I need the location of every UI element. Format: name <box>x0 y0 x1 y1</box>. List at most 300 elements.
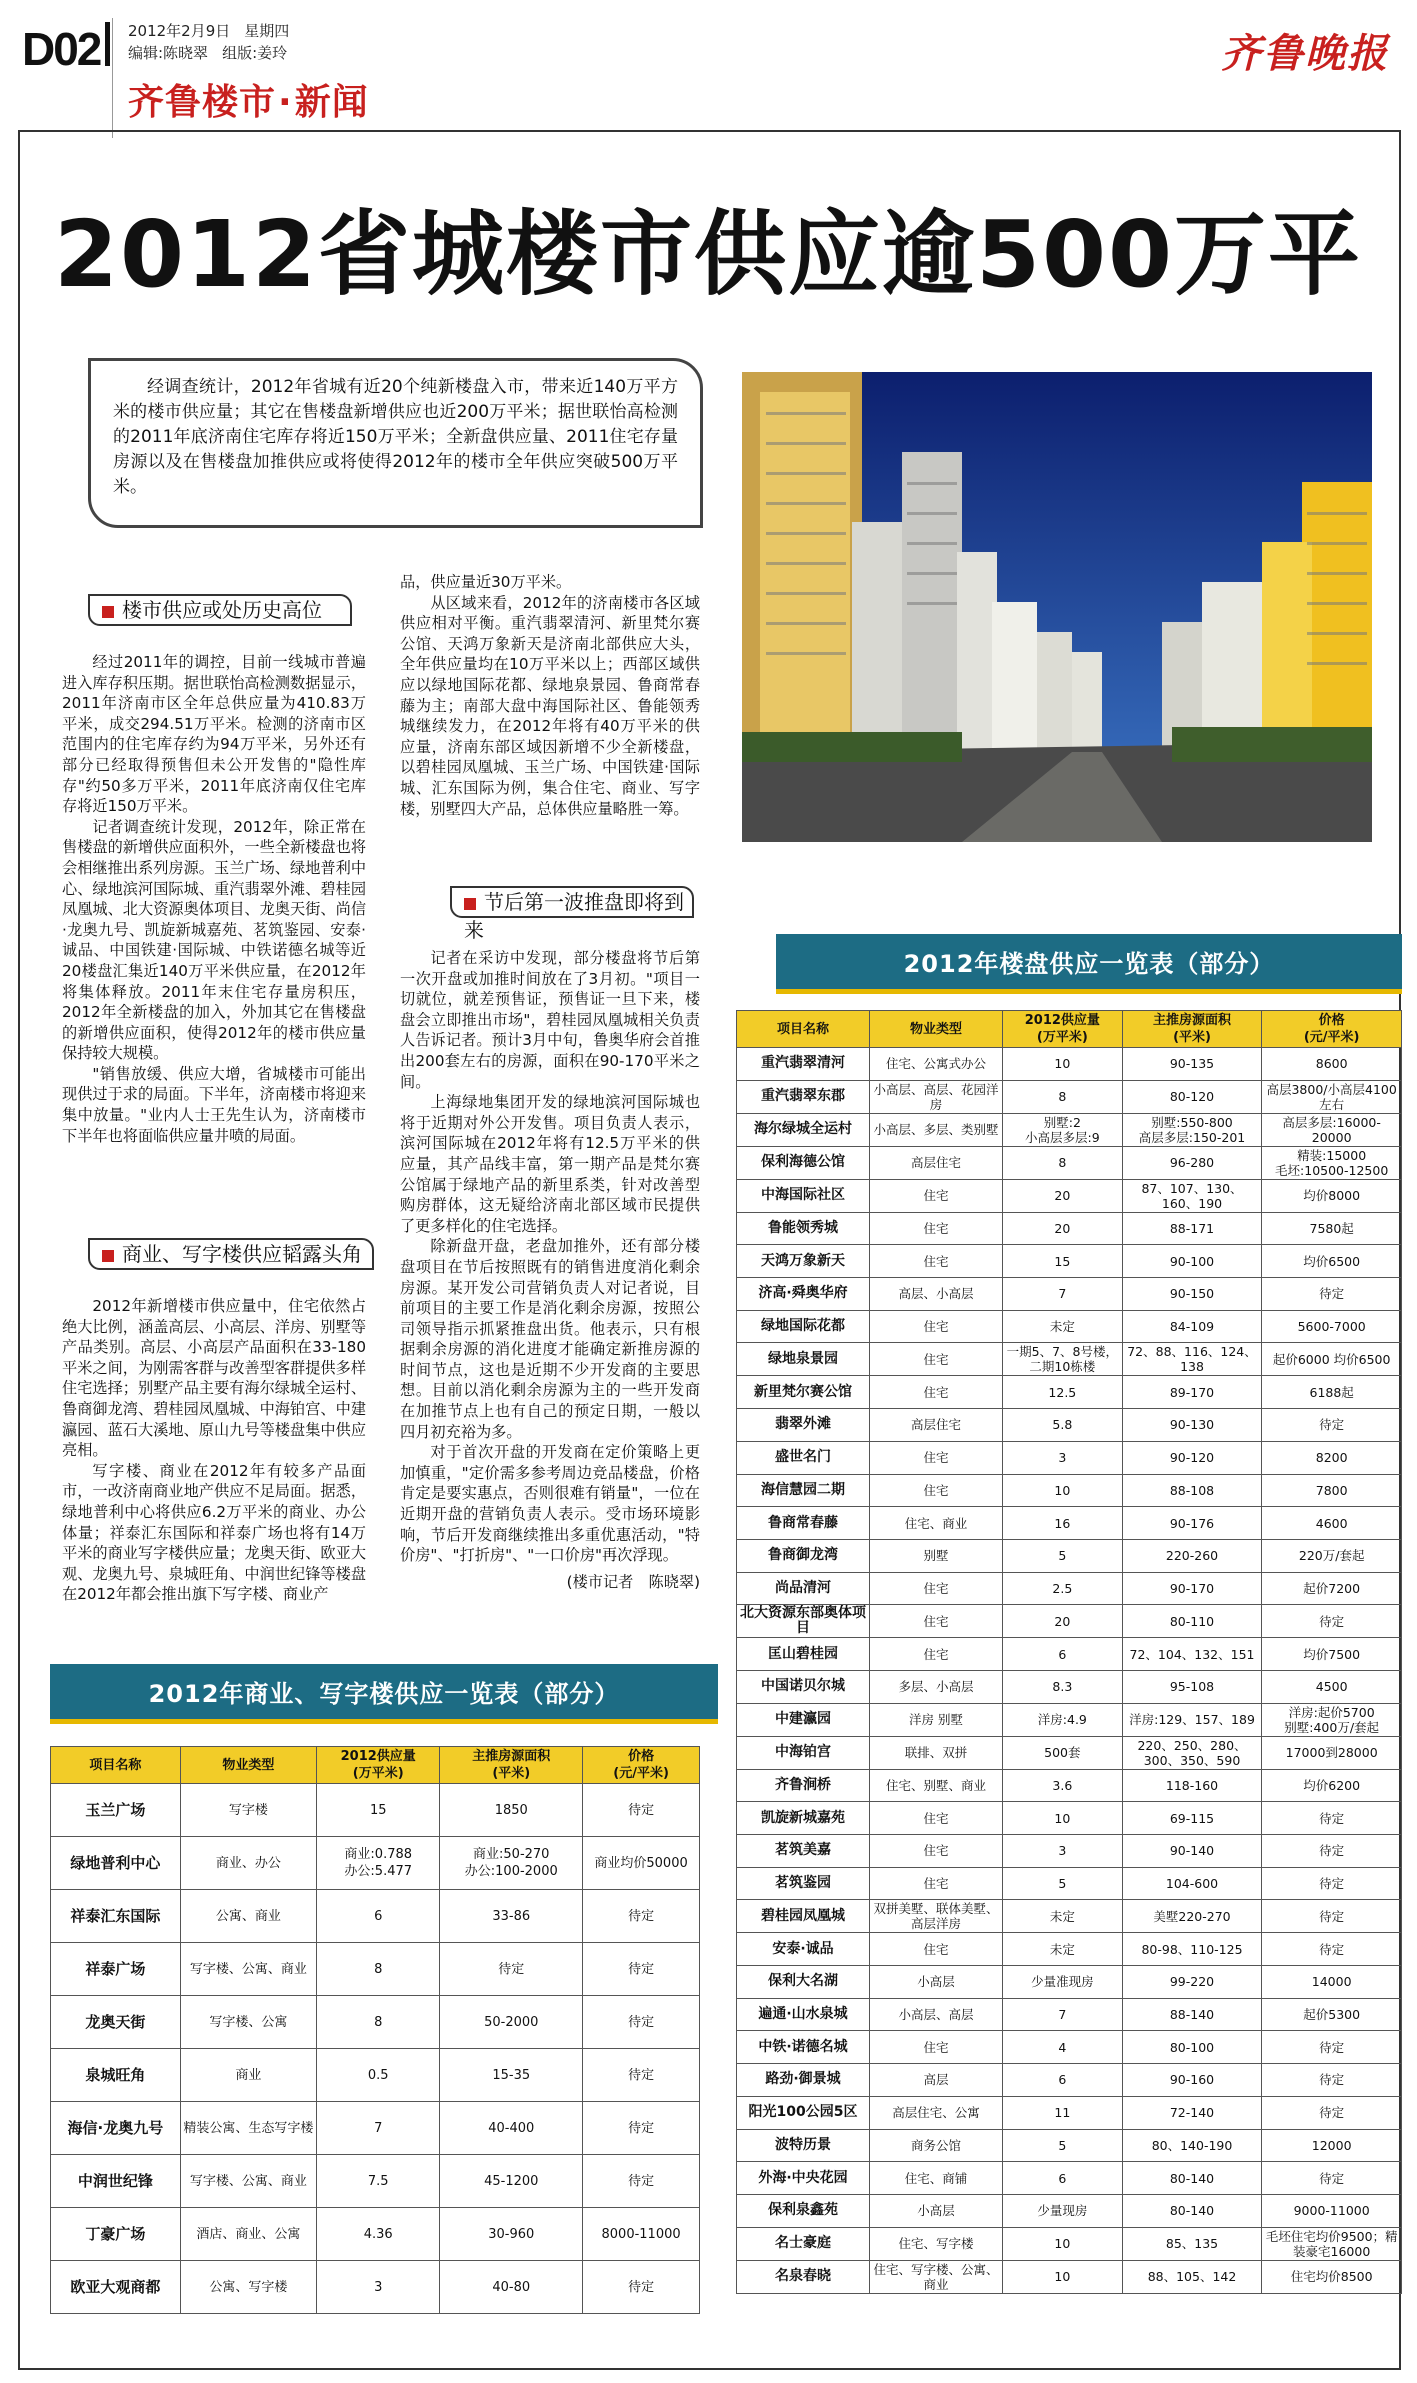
table-cell: 14000 <box>1262 1966 1402 1999</box>
table-cell: 2.5 <box>1003 1572 1123 1605</box>
table-cell: 0.5 <box>317 2049 440 2102</box>
table-cell: 7 <box>317 2102 440 2155</box>
table-cell: 7580起 <box>1262 1212 1402 1245</box>
table-cell: 住宅 <box>870 1179 1003 1212</box>
table-cell: 高层多层:16000-20000 <box>1262 1113 1402 1146</box>
table-cell: 16 <box>1003 1507 1123 1540</box>
table-cell: 高层 <box>870 2064 1003 2097</box>
paragraph: 写字楼、商业在2012年有较多产品面市，一改济南商业地产供应不足局面。据悉，绿地普利中心将供应6.2万平米的商业、办公体量；祥泰汇东国际和祥泰广场也将有14万平米的商业写字楼供应量；龙奥天街、欧亚大观、龙奥九号、泉城旺角、中润世纪锋等楼盘在2012年都会推出旗下写字楼、商业产 <box>62 1461 366 1604</box>
table-cell: 90-160 <box>1122 2064 1262 2097</box>
project-name-cell: 齐鲁涧桥 <box>737 1769 870 1802</box>
bullet-icon <box>102 606 114 618</box>
table-cell: 80-98、110-125 <box>1122 1933 1262 1966</box>
table-cell: 待定 <box>1262 2031 1402 2064</box>
table-cell: 商务公馆 <box>870 2129 1003 2162</box>
project-name-cell: 龙奥天街 <box>51 1996 181 2049</box>
table-header-row <box>737 1011 1402 1048</box>
table-cell: 小高层 <box>870 1966 1003 1999</box>
bullet-icon <box>464 898 476 910</box>
lead-box: 经调查统计，2012年省城有近20个纯新楼盘入市，带来近140万平方米的楼市供应量；其它在售楼盘新增供应也近200万平米；据世联怡高检测的2011年底济南住宅库存将近150万平米；全新盘供应量、2011住宅存量房源以及在售楼盘加推供应或将使得2012年的楼市全年供应突破500万平米。 <box>88 358 703 528</box>
table-cell: 住宅 <box>870 1933 1003 1966</box>
column-1b <box>62 1296 366 1605</box>
table-cell: 写字楼、公寓、商业 <box>180 1943 316 1996</box>
table-row <box>737 2129 1402 2162</box>
project-name-cell: 泉城旺角 <box>51 2049 181 2102</box>
table-cell: 小高层、多层、类别墅 <box>870 1113 1003 1146</box>
column-2b <box>400 948 700 1592</box>
table-header-row <box>51 1747 700 1784</box>
table-cell: 96-280 <box>1122 1146 1262 1179</box>
table-cell: 10 <box>1003 1474 1123 1507</box>
table-cell: 住宅、写字楼 <box>870 2227 1003 2260</box>
table-cell: 住宅 <box>870 1376 1003 1409</box>
table-cell: 85、135 <box>1122 2227 1262 2260</box>
section-dot: · <box>278 82 293 123</box>
table-cell: 别墅:550-800 高层多层:150-201 <box>1122 1113 1262 1146</box>
table-title: 2012年商业、写字楼供应一览表（部分） <box>50 1664 718 1724</box>
project-name-cell: 安泰·诚品 <box>737 1933 870 1966</box>
table-cell: 待定 <box>1262 1933 1402 1966</box>
table-cell: 住宅 <box>870 1835 1003 1868</box>
table-cell: 5.8 <box>1003 1409 1123 1442</box>
table-cell: 40-80 <box>440 2261 583 2314</box>
table-cell: 酒店、商业、公寓 <box>180 2208 316 2261</box>
project-name-cell: 北大资源东部奥体项目 <box>737 1605 870 1638</box>
table-cell: 5 <box>1003 1539 1123 1572</box>
project-name-cell: 重汽翡翠东郡 <box>737 1080 870 1113</box>
table-cell: 87、107、130、160、190 <box>1122 1179 1262 1212</box>
table-cell: 洋房:起价5700 别墅:400万/套起 <box>1262 1703 1402 1736</box>
table-cell: 待定 <box>1262 1278 1402 1311</box>
masthead-logo: 齐鲁晚报 <box>1221 31 1389 77</box>
table-cell: 待定 <box>583 1943 700 1996</box>
project-name-cell: 尚品清河 <box>737 1572 870 1605</box>
subhead-supply <box>88 594 352 626</box>
table-row <box>737 1835 1402 1868</box>
table-cell: 90-140 <box>1122 1835 1262 1868</box>
project-name-cell: 鲁能领秀城 <box>737 1212 870 1245</box>
editor-credit: 编辑:陈晓翠 <box>128 44 209 62</box>
paragraph: 除新盘开盘，老盘加推外，还有部分楼盘项目在节后按照既有的销售进度消化剩余房源。某开发公司营销负责人对记者说，目前项目的主要工作是消化剩余房源，按照公司领导指示抓紧推盘出货。他表示，只有根据剩余房源的消化进度才能确定新推房源的时间节点，这也是近期不少开发商的主要思想。目前以消化剩余房源为主的一些开发商在加推节点上也有自己的预定日期，一般以四月初充裕为多。 <box>400 1237 700 1441</box>
table-cell: 69-115 <box>1122 1802 1262 1835</box>
project-name-cell: 重汽翡翠清河 <box>737 1048 870 1081</box>
project-name-cell: 匡山碧桂园 <box>737 1638 870 1671</box>
project-name-cell: 中铁·诺德名城 <box>737 2031 870 2064</box>
table-cell: 公寓、写字楼 <box>180 2261 316 2314</box>
project-name-cell: 玉兰广场 <box>51 1784 181 1837</box>
table-cell: 商业均价50000 <box>583 1837 700 1890</box>
table-row <box>737 2260 1402 2293</box>
table-cell: 联排、双拼 <box>870 1736 1003 1769</box>
table-cell: 少量现房 <box>1003 2194 1123 2227</box>
table-cell: 72-140 <box>1122 2096 1262 2129</box>
paragraph: 对于首次开盘的开发商在定价策略上更加慎重，"定价需多参考周边竞品楼盘，价格肯定是要实惠点，否则很难有销量"，一位在近期开盘的营销负责人表示。受市场环境影响，节后开发商继续推出多重优惠活动，"特价房"、"打折房"、"一口价房"再次浮现。 <box>400 1443 700 1565</box>
project-name-cell: 阳光100公园5区 <box>737 2096 870 2129</box>
table-cell: 未定 <box>1003 1310 1123 1343</box>
headline: 2012省城楼市供应逾500万平 <box>53 201 1363 308</box>
table-cell: 高层3800/小高层4100左右 <box>1262 1080 1402 1113</box>
table-row <box>737 1474 1402 1507</box>
table-cell: 均价6500 <box>1262 1245 1402 1278</box>
table-row <box>737 1769 1402 1802</box>
table-cell: 住宅 <box>870 1441 1003 1474</box>
table-row <box>737 1048 1402 1081</box>
table-cell: 住宅 <box>870 1245 1003 1278</box>
table-row <box>737 1245 1402 1278</box>
table-cell: 待定 <box>583 2155 700 2208</box>
table-cell: 美墅220-270 <box>1122 1900 1262 1933</box>
photo-illustration <box>742 372 1372 842</box>
table-cell: 8.3 <box>1003 1670 1123 1703</box>
table-cell: 高层、小高层 <box>870 1278 1003 1311</box>
table-cell: 商业、办公 <box>180 1837 316 1890</box>
table-row <box>737 2194 1402 2227</box>
column-header: 2012供应量 (万平米) <box>317 1747 440 1784</box>
project-name-cell: 中海国际社区 <box>737 1179 870 1212</box>
table-cell: 写字楼、公寓、商业 <box>180 2155 316 2208</box>
table-cell: 多层、小高层 <box>870 1670 1003 1703</box>
table-cell: 6188起 <box>1262 1376 1402 1409</box>
table-row <box>737 1278 1402 1311</box>
table-cell: 72、88、116、124、138 <box>1122 1343 1262 1376</box>
table-row <box>737 1080 1402 1113</box>
layout-credit: 组版:姜玲 <box>222 44 288 62</box>
table-row <box>737 1998 1402 2031</box>
table-cell: 20 <box>1003 1179 1123 1212</box>
table-cell: 住宅 <box>870 2031 1003 2064</box>
table-cell: 10 <box>1003 2260 1123 2293</box>
table-cell: 8 <box>1003 1080 1123 1113</box>
column-header: 物业类型 <box>180 1747 316 1784</box>
table-cell: 88、105、142 <box>1122 2260 1262 2293</box>
table-cell: 220、250、280、300、350、590 <box>1122 1736 1262 1769</box>
project-name-cell: 路劲·御景城 <box>737 2064 870 2097</box>
table-cell: 7 <box>1003 1998 1123 2031</box>
project-name-cell: 遍通·山水泉城 <box>737 1998 870 2031</box>
table-cell: 80-120 <box>1122 1080 1262 1113</box>
project-name-cell: 保利海德公馆 <box>737 1146 870 1179</box>
table-cell: 3 <box>1003 1835 1123 1868</box>
table-cell: 90-135 <box>1122 1048 1262 1081</box>
table-cell: 90-176 <box>1122 1507 1262 1540</box>
table-cell: 7.5 <box>317 2155 440 2208</box>
subhead-text: 商业、写字楼供应韬露头角 <box>122 1242 362 1266</box>
table-row <box>737 1441 1402 1474</box>
table-row <box>737 1703 1402 1736</box>
table-cell: 4600 <box>1262 1507 1402 1540</box>
table-cell: 220万/套起 <box>1262 1539 1402 1572</box>
table-cell: 写字楼 <box>180 1784 316 1837</box>
table-row <box>737 1113 1402 1146</box>
table-row <box>737 1802 1402 1835</box>
table-cell: 待定 <box>583 1784 700 1837</box>
table-cell: 待定 <box>1262 2162 1402 2195</box>
column-header: 项目名称 <box>737 1011 870 1048</box>
table-cell: 8200 <box>1262 1441 1402 1474</box>
table-row <box>737 1736 1402 1769</box>
table-cell: 30-960 <box>440 2208 583 2261</box>
table-cell: 9000-11000 <box>1262 2194 1402 2227</box>
table-row <box>737 1572 1402 1605</box>
table-row <box>737 1539 1402 1572</box>
table-cell: 待定 <box>583 2102 700 2155</box>
table-cell: 待定 <box>1262 1605 1402 1638</box>
table-cell: 6 <box>317 1890 440 1943</box>
table-cell: 小高层、高层 <box>870 1998 1003 2031</box>
section-sub: 新闻 <box>294 82 369 123</box>
column-header: 2012供应量 (万平米) <box>1003 1011 1123 1048</box>
paragraph: 记者调查统计发现，2012年，除正常在售楼盘的新增供应面积外，一些全新楼盘也将会相继推出系列房源。玉兰广场、绿地普利中心、绿地滨河国际城、重汽翡翠外滩、碧桂园凤凰城、北大资源奥体项目、龙奥天街、尚信·龙奥九号、凯旋新城嘉苑、茗筑鉴园、安泰·诚品、中国铁建·国际城、中铁诺德名城等近20楼盘汇集近140万平米供应量，在2012年将集体释放。2011年末住宅存量房积压，2012年全新楼盘的加入，外加其它在售楼盘的新增供应面积，使得2012年的楼市供应量保持较大规模。 <box>62 817 366 1063</box>
table-cell: 6 <box>1003 2162 1123 2195</box>
table-cell: 高层住宅 <box>870 1409 1003 1442</box>
table-cell: 小高层、高层、花园洋房 <box>870 1080 1003 1113</box>
project-name-cell: 翡翠外滩 <box>737 1409 870 1442</box>
paragraph: 2012年新增楼市供应量中，住宅依然占绝大比例，涵盖高层、小高层、洋房、别墅等产品类别。高层、小高层产品面积在33-180平米之间，为刚需客群与改善型客群提供多样住宅选择；别墅产品主要有海尔绿城全运村、鲁商御龙湾、碧桂园凤凰城、中海铂宫、中建瀛园、蓝石大溪地、原山九号等楼盘集中供应亮相。 <box>62 1297 366 1460</box>
table-row <box>51 2261 700 2314</box>
section-title <box>128 74 369 125</box>
table-cell: 3 <box>317 2261 440 2314</box>
paragraph: "销售放缓、供应大增，省城楼市可能出现供过于求的局面。下半年，济南楼市将迎来集中放量。"业内人士王先生认为，济南楼市下半年也将面临供应量井喷的局面。 <box>62 1064 366 1145</box>
table-cell: 待定 <box>440 1943 583 1996</box>
table-cell: 10 <box>1003 1802 1123 1835</box>
header-divider <box>112 18 113 138</box>
project-name-cell: 碧桂园凤凰城 <box>737 1900 870 1933</box>
table-row <box>737 1638 1402 1671</box>
table-cell: 待定 <box>1262 1802 1402 1835</box>
table-title: 2012年楼盘供应一览表（部分） <box>776 934 1402 994</box>
table-cell: 住宅、公寓式办公 <box>870 1048 1003 1081</box>
column-1 <box>62 652 366 1146</box>
table-cell: 33-86 <box>440 1890 583 1943</box>
project-name-cell: 祥泰广场 <box>51 1943 181 1996</box>
project-name-cell: 绿地普利中心 <box>51 1837 181 1890</box>
table-row <box>737 1867 1402 1900</box>
column-header: 价格 (元/平米) <box>583 1747 700 1784</box>
table-row <box>737 1179 1402 1212</box>
table-cell: 90-130 <box>1122 1409 1262 1442</box>
table-cell: 均价7500 <box>1262 1638 1402 1671</box>
column-header: 主推房源面积 (平米) <box>440 1747 583 1784</box>
table-cell: 8 <box>317 1996 440 2049</box>
table-cell: 商业:50-270 办公:100-2000 <box>440 1837 583 1890</box>
table-row <box>51 1837 700 1890</box>
table-cell: 洋房:4.9 <box>1003 1703 1123 1736</box>
table-cell: 20 <box>1003 1605 1123 1638</box>
table-cell: 104-600 <box>1122 1867 1262 1900</box>
project-name-cell: 济高·舜奥华府 <box>737 1278 870 1311</box>
table-cell: 12.5 <box>1003 1376 1123 1409</box>
table-row <box>51 2102 700 2155</box>
table-cell: 95-108 <box>1122 1670 1262 1703</box>
table-cell: 5 <box>1003 2129 1123 2162</box>
table-cell: 80-140 <box>1122 2194 1262 2227</box>
header-meta <box>128 20 303 64</box>
table-row <box>737 2162 1402 2195</box>
project-name-cell: 茗筑美嘉 <box>737 1835 870 1868</box>
table-cell: 5600-7000 <box>1262 1310 1402 1343</box>
table-row <box>737 2064 1402 2097</box>
table-cell: 待定 <box>583 1890 700 1943</box>
table-cell: 待定 <box>1262 2096 1402 2129</box>
table-cell: 待定 <box>583 2049 700 2102</box>
table-cell: 6 <box>1003 1638 1123 1671</box>
table-row <box>737 1900 1402 1933</box>
project-name-cell: 外海·中央花园 <box>737 2162 870 2195</box>
table-cell: 12000 <box>1262 2129 1402 2162</box>
table-cell: 80-140 <box>1122 2162 1262 2195</box>
table-cell: 15-35 <box>440 2049 583 2102</box>
table-cell: 3 <box>1003 1441 1123 1474</box>
table-cell: 50-2000 <box>440 1996 583 2049</box>
project-name-cell: 保利大名湖 <box>737 1966 870 1999</box>
table-cell: 待定 <box>1262 1900 1402 1933</box>
bullet-icon <box>102 1250 114 1262</box>
table-cell: 洋房:129、157、189 <box>1122 1703 1262 1736</box>
table-cell: 20 <box>1003 1212 1123 1245</box>
column-header: 主推房源面积 (平米) <box>1122 1011 1262 1048</box>
table-cell: 待定 <box>583 2261 700 2314</box>
table-cell: 写字楼、公寓 <box>180 1996 316 2049</box>
project-name-cell: 名士豪庭 <box>737 2227 870 2260</box>
table-row <box>737 1310 1402 1343</box>
table-cell: 待定 <box>1262 1409 1402 1442</box>
table-cell: 11 <box>1003 2096 1123 2129</box>
paragraph: 经过2011年的调控，目前一线城市普遍进入库存积压期。据世联怡高检测数据显示，2011年济南市区全年总供应量为410.83万平米，成交294.51万平米。检测的济南市区范围内的住宅库存约为94万平米，另外还有部分已经取得预售但未公开发售的"隐性库存"约50多万平米，2011年底济南仅住宅库存将近150万平米。 <box>62 653 366 816</box>
table-cell: 88-171 <box>1122 1212 1262 1245</box>
table-cell: 一期5、7、8号楼，二期10栋楼 <box>1003 1343 1123 1376</box>
table-cell: 起价7200 <box>1262 1572 1402 1605</box>
subhead-text: 楼市供应或处历史高位 <box>122 598 322 622</box>
city-buildings-photo <box>742 372 1372 842</box>
project-name-cell: 天鸿万象新天 <box>737 1245 870 1278</box>
project-name-cell: 名泉春晓 <box>737 2260 870 2293</box>
table-cell: 15 <box>317 1784 440 1837</box>
table-row <box>51 2208 700 2261</box>
table-cell: 住宅、别墅、商业 <box>870 1769 1003 1802</box>
project-name-cell: 祥泰汇东国际 <box>51 1890 181 1943</box>
table-cell: 待定 <box>1262 1867 1402 1900</box>
table-row <box>51 1943 700 1996</box>
project-name-cell: 绿地泉景园 <box>737 1343 870 1376</box>
project-name-cell: 中海铂宫 <box>737 1736 870 1769</box>
project-name-cell: 盛世名门 <box>737 1441 870 1474</box>
table-cell: 别墅 <box>870 1539 1003 1572</box>
table-cell: 洋房 别墅 <box>870 1703 1003 1736</box>
paragraph: 记者在采访中发现，部分楼盘将节后第一次开盘或加推时间放在了3月初。"项目一切就位，就差预售证，预售证一旦下来，楼盘会立即推出市场"，碧桂园凤凰城相关负责人告诉记者。预计3月中旬，鲁奥华府会首推出200套左右的房源，面积在90-170平米之间。 <box>400 949 700 1091</box>
residential-supply-table <box>736 934 1402 2294</box>
table-cell: 7800 <box>1262 1474 1402 1507</box>
project-name-cell: 绿地国际花都 <box>737 1310 870 1343</box>
table-cell: 住宅 <box>870 1343 1003 1376</box>
table-cell: 住宅 <box>870 1310 1003 1343</box>
table-cell: 90-150 <box>1122 1278 1262 1311</box>
table-cell: 8 <box>317 1943 440 1996</box>
table-cell: 88-108 <box>1122 1474 1262 1507</box>
table-cell: 别墅:2 小高层多层:9 <box>1003 1113 1123 1146</box>
table-cell: 4.36 <box>317 2208 440 2261</box>
table-cell: 10 <box>1003 1048 1123 1081</box>
table-row <box>51 2155 700 2208</box>
table-cell: 17000到28000 <box>1262 1736 1402 1769</box>
issue-date: 2012年2月9日 <box>128 22 231 40</box>
table-cell: 1850 <box>440 1784 583 1837</box>
column-2 <box>400 572 700 819</box>
table-cell: 6 <box>1003 2064 1123 2097</box>
table-cell: 84-109 <box>1122 1310 1262 1343</box>
table-cell: 15 <box>1003 1245 1123 1278</box>
table-row <box>737 1966 1402 1999</box>
table-cell: 住宅 <box>870 1572 1003 1605</box>
table-cell: 商业 <box>180 2049 316 2102</box>
paragraph: 从区域来看，2012年的济南楼市各区域供应相对平衡。重汽翡翠清河、新里梵尔赛公馆、天鸿万象新天是济南北部供应大头，全年供应量均在10万平米以上；西部区域供应以绿地国际花都、绿地泉景园、鲁商常春藤为主；南部大盘中海国际社区、鲁能领秀城继续发力，在2012年将有40万平米的供应量，济南东部区域因新增不少全新楼盘，以碧桂园凤凰城、玉兰广场、中国铁建·国际城、汇东国际为例，集合住宅、商业、写字楼，别墅四大产品，总体供应量略胜一筹。 <box>400 593 700 818</box>
table-row <box>51 2049 700 2102</box>
table-cell: 45-1200 <box>440 2155 583 2208</box>
table-cell: 90-100 <box>1122 1245 1262 1278</box>
table-cell: 3.6 <box>1003 1769 1123 1802</box>
table-cell: 10 <box>1003 2227 1123 2260</box>
table-row <box>737 1670 1402 1703</box>
table-cell: 住宅、写字楼、公寓、商业 <box>870 2260 1003 2293</box>
table-cell: 80、140-190 <box>1122 2129 1262 2162</box>
table-row <box>737 1933 1402 1966</box>
table-cell: 72、104、132、151 <box>1122 1638 1262 1671</box>
table-cell: 5 <box>1003 1867 1123 1900</box>
table-cell: 7 <box>1003 1278 1123 1311</box>
table-cell: 少量准现房 <box>1003 1966 1123 1999</box>
project-name-cell: 海尔绿城全运村 <box>737 1113 870 1146</box>
project-name-cell: 茗筑鉴园 <box>737 1867 870 1900</box>
byline: (楼市记者 陈晓翠) <box>566 1572 700 1591</box>
table-cell: 8000-11000 <box>583 2208 700 2261</box>
table-cell: 住宅 <box>870 1802 1003 1835</box>
table-cell: 待定 <box>583 1996 700 2049</box>
table-cell: 住宅、商铺 <box>870 2162 1003 2195</box>
table-cell: 8 <box>1003 1146 1123 1179</box>
project-name-cell: 新里梵尔赛公馆 <box>737 1376 870 1409</box>
table-cell: 高层住宅、公寓 <box>870 2096 1003 2129</box>
table-row <box>737 1212 1402 1245</box>
table-cell: 4 <box>1003 2031 1123 2064</box>
project-name-cell: 海信·龙奥九号 <box>51 2102 181 2155</box>
table-row <box>737 2227 1402 2260</box>
table-cell: 起价6000 均价6500 <box>1262 1343 1402 1376</box>
table-row <box>737 1146 1402 1179</box>
table-cell: 均价6200 <box>1262 1769 1402 1802</box>
table-cell: 99-220 <box>1122 1966 1262 1999</box>
table-cell: 精装公寓、生态写字楼 <box>180 2102 316 2155</box>
table-cell: 住宅 <box>870 1212 1003 1245</box>
project-name-cell: 欧亚大观商都 <box>51 2261 181 2314</box>
column-header: 价格 (元/平米) <box>1262 1011 1402 1048</box>
table-cell: 住宅 <box>870 1867 1003 1900</box>
project-name-cell: 凯旋新城嘉苑 <box>737 1802 870 1835</box>
table-cell: 未定 <box>1003 1933 1123 1966</box>
issue-weekday: 星期四 <box>244 22 290 40</box>
project-name-cell: 保利泉鑫苑 <box>737 2194 870 2227</box>
project-name-cell: 丁豪广场 <box>51 2208 181 2261</box>
project-name-cell: 鲁商御龙湾 <box>737 1539 870 1572</box>
table-cell: 220-260 <box>1122 1539 1262 1572</box>
project-name-cell: 中润世纪锋 <box>51 2155 181 2208</box>
table-cell: 80-100 <box>1122 2031 1262 2064</box>
table-cell: 住宅 <box>870 1474 1003 1507</box>
table-row <box>51 1996 700 2049</box>
table-cell: 住宅 <box>870 1605 1003 1638</box>
table-row <box>737 2031 1402 2064</box>
table-cell: 住宅 <box>870 1638 1003 1671</box>
table-cell: 高层住宅 <box>870 1146 1003 1179</box>
table-cell: 待定 <box>1262 2064 1402 2097</box>
